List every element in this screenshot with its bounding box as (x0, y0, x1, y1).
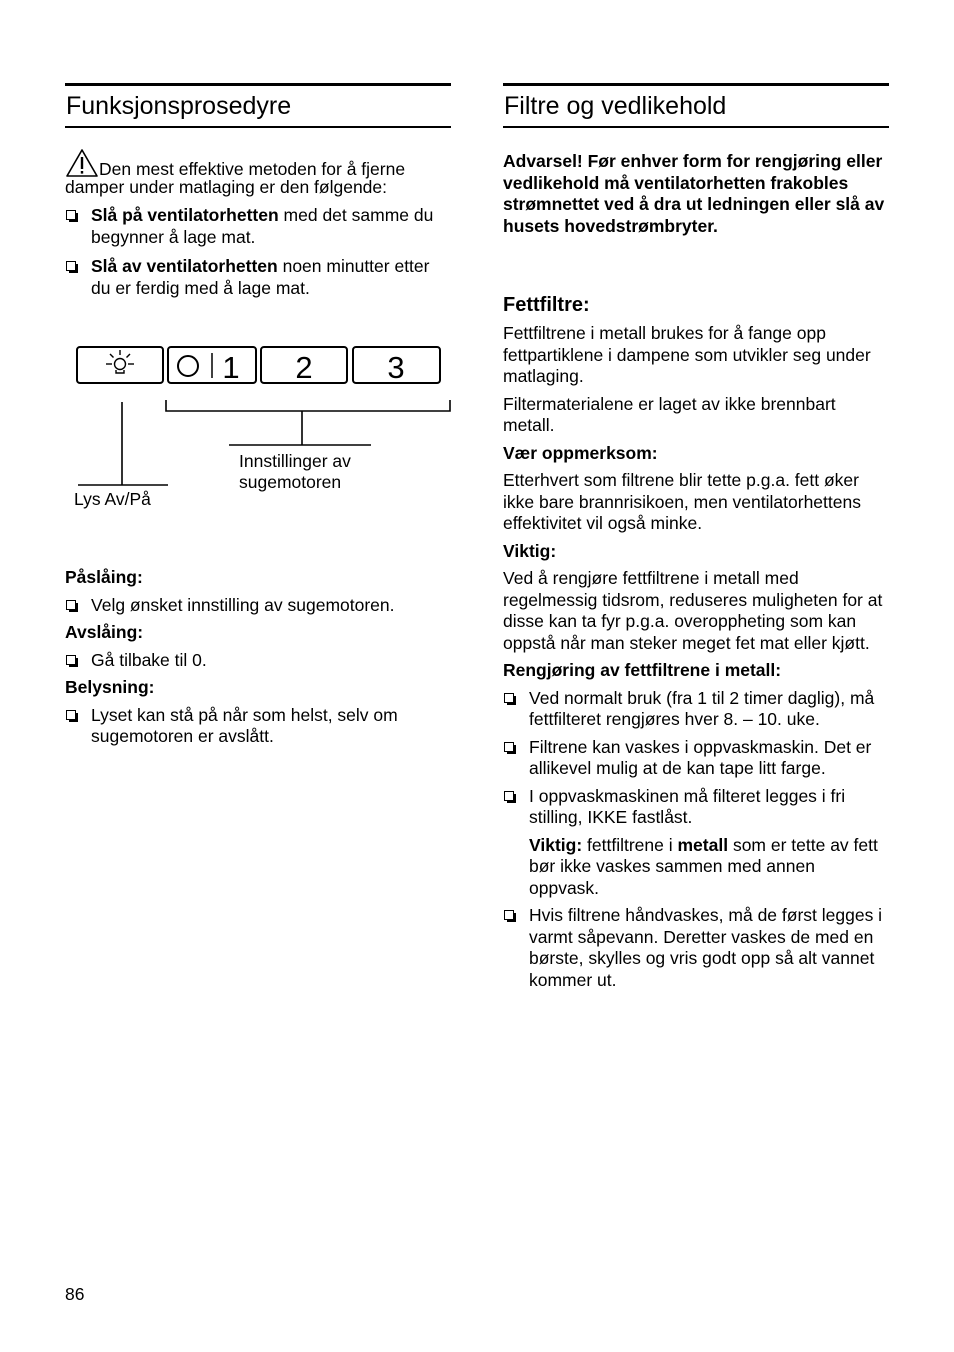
important-title: Viktig: (503, 540, 557, 561)
on-title: Påslåing: (65, 567, 143, 587)
important-note: Viktig: fettfiltrene i metall som er tette av fett bør ikke vaskes sammen med annen oppvask. (529, 834, 878, 898)
section-title-procedure: Funksjonsprosedyre (65, 83, 451, 128)
speed-1-label: 1 (222, 350, 240, 385)
list-item: Ved normalt bruk (fra 1 til 2 timer daglig), må fettfilteret rengjøres hver 8. – 10. uke. (503, 688, 889, 731)
left-column (65, 83, 451, 299)
page-number: 86 (65, 1284, 85, 1304)
checkbox-bullet-icon (504, 693, 514, 703)
checkbox-bullet-icon (504, 791, 514, 801)
right-column (503, 83, 889, 991)
grease-filters-paragraph-2: Filtermaterialene er laget av ikke brennbart metall. (503, 393, 836, 435)
checkbox-bullet-icon (66, 710, 76, 720)
warning-icon (65, 148, 99, 178)
warning-text: Advarsel! Før enhver form for rengjøring eller vedlikehold må ventilatorhetten frakobles strømnettet ved å dra ut ledningen eller slå av husets hovedstrømbryter. (503, 151, 885, 236)
motor-bracket (166, 400, 450, 411)
cleaning-title: Rengjøring av fettfiltrene i metall: (503, 660, 782, 680)
checkbox-bullet-icon (66, 261, 76, 271)
motor-settings-label: Innstillinger av sugemotoren (239, 451, 351, 492)
list-item: Velg ønsket innstilling av sugemotoren. (65, 595, 451, 617)
speed-2-label: 2 (295, 350, 313, 385)
checkbox-bullet-icon (504, 742, 514, 752)
list-item: Slå av ventilatorhetten noen minutter etter du er ferdig med å lage mat. (65, 256, 451, 299)
grease-filters-title: Fettfiltre: (503, 294, 590, 316)
list-item: Lyset kan stå på når som helst, selv om sugemotoren er avslått. (65, 705, 451, 748)
procedure-steps (65, 205, 451, 299)
intro-text: Den mest effektive metoden for å fjerne damper under matlaging er den følgende: (65, 159, 406, 197)
important-text: Ved å rengjøre fettfiltrene i metall med regelmessig tidsrom, reduseres muligheten for at disse kan ta fyr p.g.a. overoppheting som kan oppstå når man steker meget fet mat eller kjøtt. (503, 568, 883, 653)
control-panel-diagram (70, 340, 460, 520)
grease-filters-paragraph-1: Fettfiltrene i metall brukes for å fange opp fettpartiklene i dampene som utvikler seg under matlaging. (503, 323, 871, 386)
speed-3-label: 3 (387, 350, 405, 385)
checkbox-bullet-icon (66, 210, 76, 220)
checkbox-bullet-icon (66, 655, 76, 665)
attention-text: Etterhvert som filtrene blir tette p.g.a. fett øker ikke bare brannrisikoen, men ventilatorhettens effektivitet vil også minke. (503, 470, 861, 533)
light-list (65, 705, 451, 748)
list-item: Gå tilbake til 0. (65, 650, 451, 672)
cleaning-list (503, 688, 889, 829)
off-title: Avslåing: (65, 622, 144, 642)
light-label: Lys Av/På (74, 489, 151, 509)
checkbox-bullet-icon (504, 910, 514, 920)
handwash-list (503, 905, 889, 991)
off-list (65, 650, 451, 672)
checkbox-bullet-icon (66, 600, 76, 610)
list-item: Slå på ventilatorhetten med det samme du begynner å lage mat. (65, 205, 451, 248)
section-title-filters: Filtre og vedlikehold (503, 83, 889, 128)
list-item: I oppvaskmaskinen må filteret legges i fri stilling, IKKE fastlåst. (503, 786, 889, 829)
list-item: Hvis filtrene håndvaskes, må de først legges i varmt såpevann. Deretter vaskes de med en børste, skylles og vris godt opp så alt vannet kommer ut. (503, 905, 889, 991)
attention-title: Vær oppmerksom: (503, 442, 658, 463)
light-title: Belysning: (65, 677, 155, 697)
on-list (65, 595, 451, 617)
intro-block (65, 152, 451, 196)
left-lower-block (65, 567, 451, 748)
list-item: Filtrene kan vaskes i oppvaskmaskin. Det er allikevel mulig at de kan tape litt farge. (503, 737, 889, 780)
